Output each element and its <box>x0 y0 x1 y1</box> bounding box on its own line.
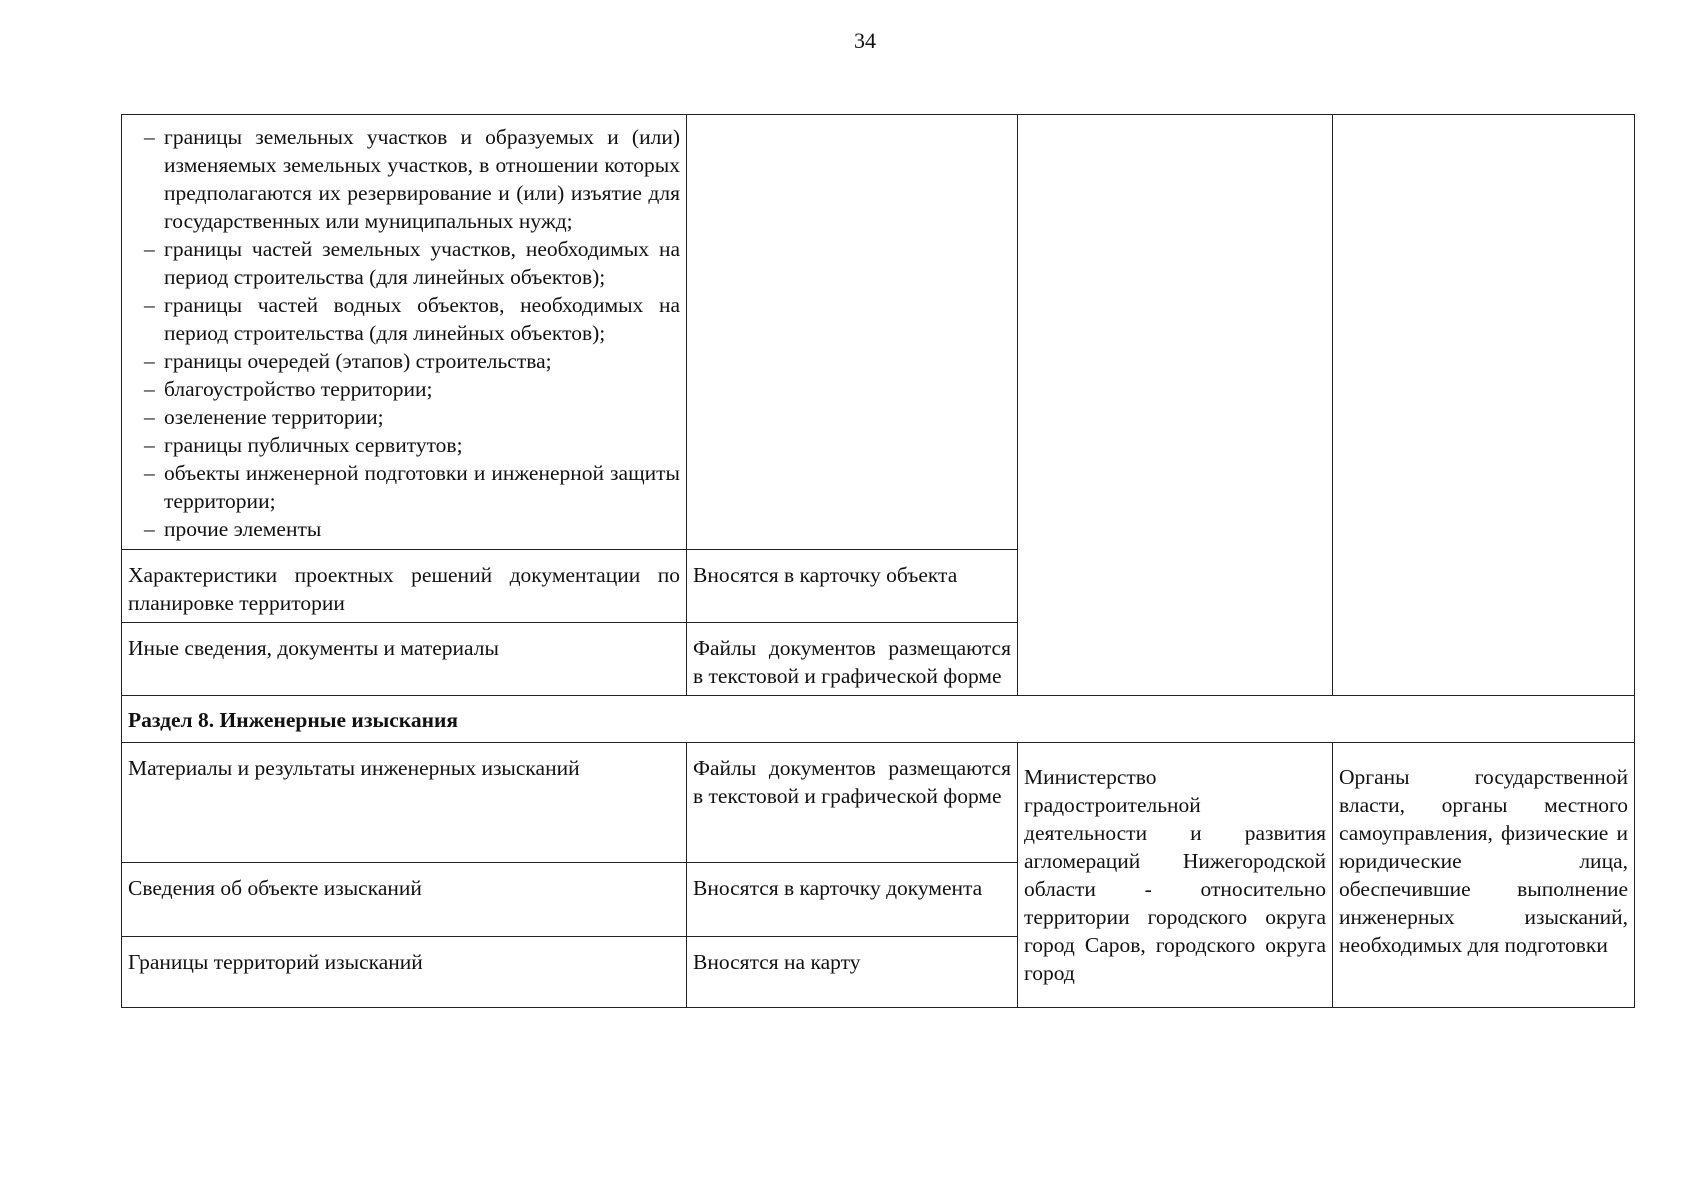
list-item: – прочие элементы <box>142 515 680 543</box>
empty-cell <box>687 115 1018 550</box>
table-row <box>122 743 1635 863</box>
section-title: Раздел 8. Инженерные изыскания <box>122 696 1635 743</box>
page-number: 34 <box>854 28 876 53</box>
list-item: – границы публичных сервитутов; <box>142 431 680 459</box>
row-name: Иные сведения, документы и материалы <box>122 623 687 696</box>
empty-cell <box>1018 115 1333 696</box>
row-name: Границы территорий изысканий <box>122 937 687 1008</box>
row-name: Характеристики проектных решений документации по планировке территории <box>122 550 687 623</box>
list-item: – границы земельных участков и образуемых и (или) изменяемых земельных участков, в отношении которых предполагаются их резервирование и (или) изъятие для государственных или муниципальных нужд; <box>142 123 680 235</box>
providers-text: Органы государственной власти, органы местного самоуправления, физические и юридические лица, обеспечившие выполнение инженерных изысканий, необходимых для подготовки <box>1339 765 1628 957</box>
list-cell <box>122 115 687 550</box>
list-item: – объекты инженерной подготовки и инженерной защиты территории; <box>142 459 680 515</box>
list-item: – озеленение территории; <box>142 403 680 431</box>
row-method: Файлы документов размещаются в текстовой и графической форме <box>687 743 1018 863</box>
responsible-cell <box>1018 743 1333 1008</box>
row-method: Вносятся в карточку документа <box>687 863 1018 937</box>
list-item: – границы очередей (этапов) строительства; <box>142 347 680 375</box>
list-item: – благоустройство территории; <box>142 375 680 403</box>
document-table <box>121 114 1635 1008</box>
row-method: Файлы документов размещаются в текстовой и графической форме <box>687 623 1018 696</box>
row-method: Вносятся в карточку объекта <box>687 550 1018 623</box>
elements-list <box>128 123 680 543</box>
providers-cell <box>1333 743 1635 1008</box>
empty-cell <box>1333 115 1635 696</box>
row-name: Материалы и результаты инженерных изысканий <box>122 743 687 863</box>
list-item: – границы частей водных объектов, необходимых на период строительства (для линейных объектов); <box>142 291 680 347</box>
section-row <box>122 696 1635 743</box>
row-name: Сведения об объекте изысканий <box>122 863 687 937</box>
responsible-text: Министерство градостроительной деятельности и развития агломераций Нижегородской области - относительно территории городского округа город Саров, городского округа город <box>1024 765 1326 985</box>
table-row-list <box>122 115 1635 550</box>
list-item: – границы частей земельных участков, необходимых на период строительства (для линейных объектов); <box>142 235 680 291</box>
row-method: Вносятся на карту <box>687 937 1018 1008</box>
